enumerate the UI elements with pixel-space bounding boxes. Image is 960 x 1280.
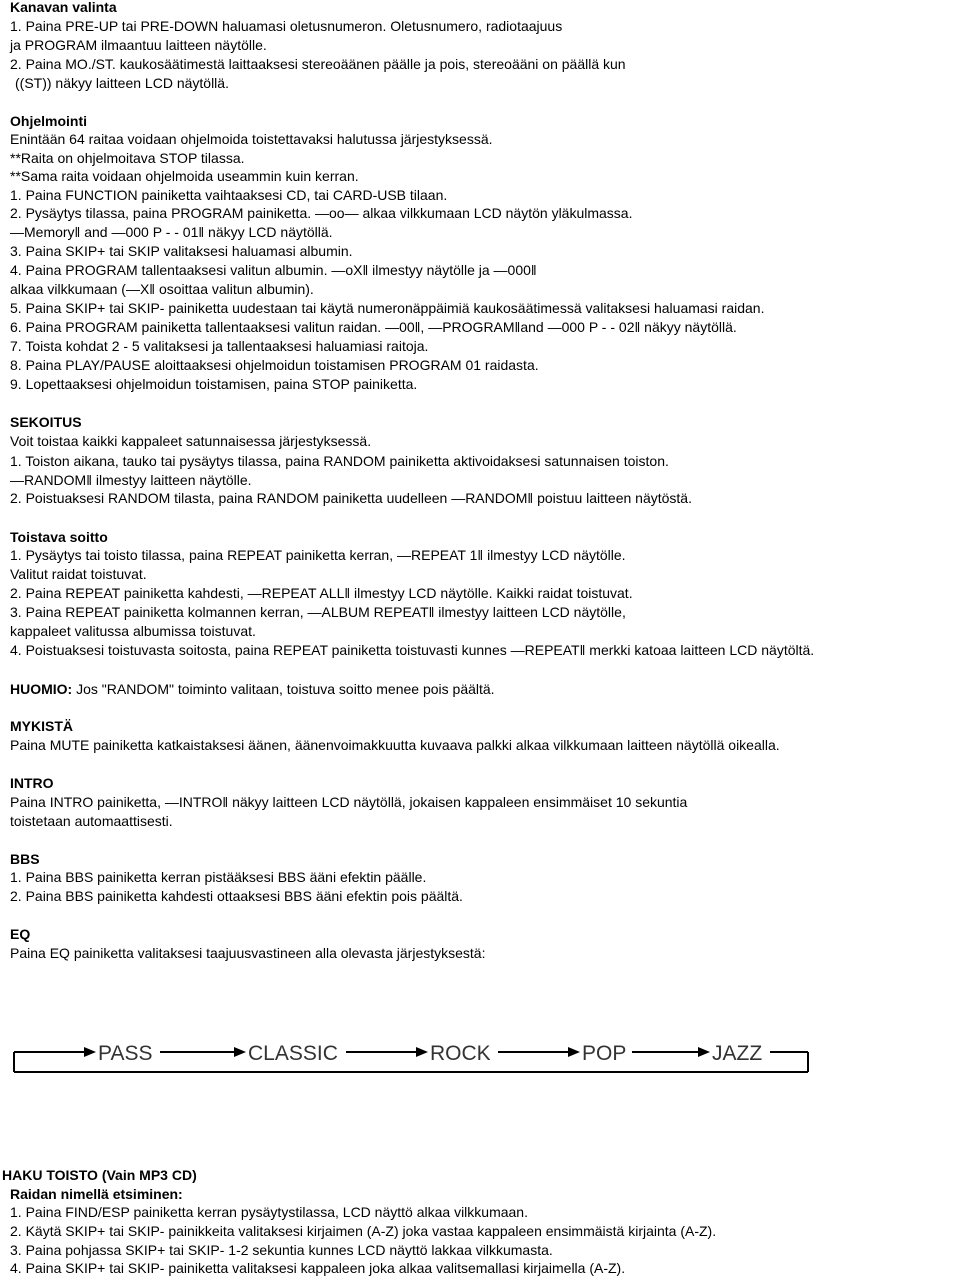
text-line: ―RANDOM‖ ilmestyy laitteen näytölle.	[10, 472, 252, 488]
text-line: alkaa vilkkumaan (―X‖ osoittaa valitun albumin).	[10, 281, 314, 297]
text-line: 2. Paina MO./ST. kaukosäätimestä laittaaksesi stereoäänen päälle ja pois, stereoääni on päällä kun	[10, 56, 626, 72]
text-line: 2. Paina REPEAT painiketta kahdesti, ―REPEAT ALL‖ ilmestyy LCD näytölle. Kaikki raidat toistuvat.	[10, 585, 633, 601]
eq-arrowhead	[416, 1047, 428, 1057]
eq-mode-jazz: JAZZ	[712, 1042, 763, 1065]
text-line: 6. Paina PROGRAM painiketta tallentaaksesi valitun raidan. ―00‖, ―PROGRAM‖and ―000 P - - 02‖ näkyy näytöllä.	[10, 319, 737, 335]
text-line: ja PROGRAM ilmaantuu laitteen näytölle.	[10, 37, 267, 53]
text-line: 1. Pysäytys tai toisto tilassa, paina REPEAT painiketta kerran, ―REPEAT 1‖ ilmestyy LCD näytölle.	[10, 547, 626, 563]
section-title-ohjelmointi: Ohjelmointi	[10, 113, 87, 129]
section-title-sekoitus: SEKOITUS	[10, 414, 82, 430]
text-line: 4. Poistuaksesi toistuvasta soitosta, paina REPEAT painiketta toistuvasti kunnes ―REPEAT‖ merkki katoaa laitteen LCD näytöltä.	[10, 642, 815, 658]
text-line: 5. Paina SKIP+ tai SKIP- painiketta uudestaan tai käytä numeronäppäimiä kaukosäätimessä valitaksesi haluamasi raidan.	[10, 300, 765, 316]
text-line: ―Memory‖ and ―000 P - - 01‖ näkyy LCD näytöllä.	[10, 224, 333, 240]
text-line: Paina MUTE painiketta katkaistaksesi äänen, äänenvoimakkuutta kuvaava palkki alkaa vilkkumaan laitteen näytöllä oikealla.	[10, 737, 780, 753]
text-line: Paina INTRO painiketta, ―INTRO‖ näkyy laitteen LCD näytöllä, jokaisen kappaleen ensimmäiset 10 sekuntia	[10, 794, 688, 810]
section-title-haku-toisto: HAKU TOISTO (Vain MP3 CD)	[2, 1167, 197, 1183]
text-line: 3. Paina REPEAT painiketta kolmannen kerran, ―ALBUM REPEAT‖ ilmestyy laitteen LCD näytölle,	[10, 604, 626, 620]
text-line: 1. Paina FIND/ESP painiketta kerran pysäytystilassa, LCD näyttö alkaa vilkkumaan.	[10, 1204, 528, 1220]
eq-mode-pass: PASS	[98, 1042, 153, 1065]
text-line: toistetaan automaattisesti.	[10, 813, 173, 829]
eq-sequence-diagram	[0, 1020, 960, 1090]
text-line: 1. Paina PRE-UP tai PRE-DOWN haluamasi oletusnumeron. Oletusnumero, radiotaajuus	[10, 18, 563, 34]
eq-mode-rock: ROCK	[430, 1042, 491, 1065]
note-label: HUOMIO:	[10, 681, 73, 697]
text-line: 9. Lopettaaksesi ohjelmoidun toistamisen, paina STOP painiketta.	[10, 376, 418, 392]
text-line: 7. Toista kohdat 2 - 5 valitaksesi ja tallentaaksesi haluamiasi raitoja.	[10, 338, 429, 354]
text-line: 3. Paina pohjassa SKIP+ tai SKIP- 1-2 sekuntia kunnes LCD näyttö lakkaa vilkkumasta.	[10, 1242, 553, 1258]
eq-arrowhead	[234, 1047, 246, 1057]
text-line: 4. Paina SKIP+ tai SKIP- painiketta valitaksesi kappaleen joka alkaa valitsemallasi kirjaimella (A-Z).	[10, 1260, 626, 1276]
eq-arrowhead	[568, 1047, 580, 1057]
text-line: kappaleet valitussa albumissa toistuvat.	[10, 623, 256, 639]
text-line: **Raita on ohjelmoitava STOP tilassa.	[10, 150, 245, 166]
section-title-eq: EQ	[10, 926, 31, 942]
section-title-kanavan-valinta: Kanavan valinta	[10, 0, 117, 15]
eq-arrowhead	[84, 1047, 96, 1057]
text-line: 2. Käytä SKIP+ tai SKIP- painikkeita valitaksesi kirjaimen (A-Z) joka vastaa kappaleen ensimmäistä kirjainta (A-Z).	[10, 1223, 717, 1239]
eq-mode-classic: CLASSIC	[248, 1042, 338, 1065]
text-line: 1. Paina FUNCTION painiketta vaihtaaksesi CD, tai CARD-USB tilaan.	[10, 187, 448, 203]
text-line: 1. Toiston aikana, tauko tai pysäytys tilassa, paina RANDOM painiketta aktivoidaksesi satunnaisen toiston.	[10, 453, 669, 469]
text-line: 4. Paina PROGRAM tallentaaksesi valitun albumin. ―oX‖ ilmestyy näytölle ja ―000‖	[10, 262, 537, 278]
text-line: 2. Paina BBS painiketta kahdesti ottaaksesi BBS ääni efektin pois päältä.	[10, 888, 463, 904]
eq-arrowhead	[698, 1047, 710, 1057]
text-line: 2. Poistuaksesi RANDOM tilasta, paina RANDOM painiketta uudelleen ―RANDOM‖ poistuu laitteen näytöstä.	[10, 490, 692, 506]
text-line: 1. Paina BBS painiketta kerran pistääksesi BBS ääni efektin päälle.	[10, 869, 427, 885]
note-line	[10, 680, 495, 698]
eq-mode-pop: POP	[582, 1042, 627, 1065]
text-line: Enintään 64 raitaa voidaan ohjelmoida toistettavaksi halutussa järjestyksessä.	[10, 131, 493, 147]
section-title-toistava-soitto: Toistava soitto	[10, 529, 108, 545]
section-title-mykista: MYKISTÄ	[10, 718, 73, 734]
text-line: 8. Paina PLAY/PAUSE aloittaaksesi ohjelmoidun toistamisen PROGRAM 01 raidasta.	[10, 357, 539, 373]
note-text: Jos "RANDOM" toiminto valitaan, toistuva soitto menee pois päältä.	[72, 681, 495, 697]
text-line: 3. Paina SKIP+ tai SKIP valitaksesi haluamasi albumin.	[10, 243, 353, 259]
text-line: Paina EQ painiketta valitaksesi taajuusvastineen alla olevasta järjestyksestä:	[10, 945, 486, 961]
text-line: **Sama raita voidaan ohjelmoida useammin kuin kerran.	[10, 168, 359, 184]
section-subtitle-haku: Raidan nimellä etsiminen:	[10, 1186, 183, 1202]
text-line: Voit toistaa kaikki kappaleet satunnaisessa järjestyksessä.	[10, 433, 372, 449]
text-line: 2. Pysäytys tilassa, paina PROGRAM painiketta. ―oo― alkaa vilkkumaan LCD näytön yläkulmassa.	[10, 205, 633, 221]
section-title-intro: INTRO	[10, 775, 54, 791]
section-title-bbs: BBS	[10, 851, 40, 867]
text-line: ((ST)) näkyy laitteen LCD näytöllä.	[15, 75, 229, 91]
text-line: Valitut raidat toistuvat.	[10, 566, 147, 582]
